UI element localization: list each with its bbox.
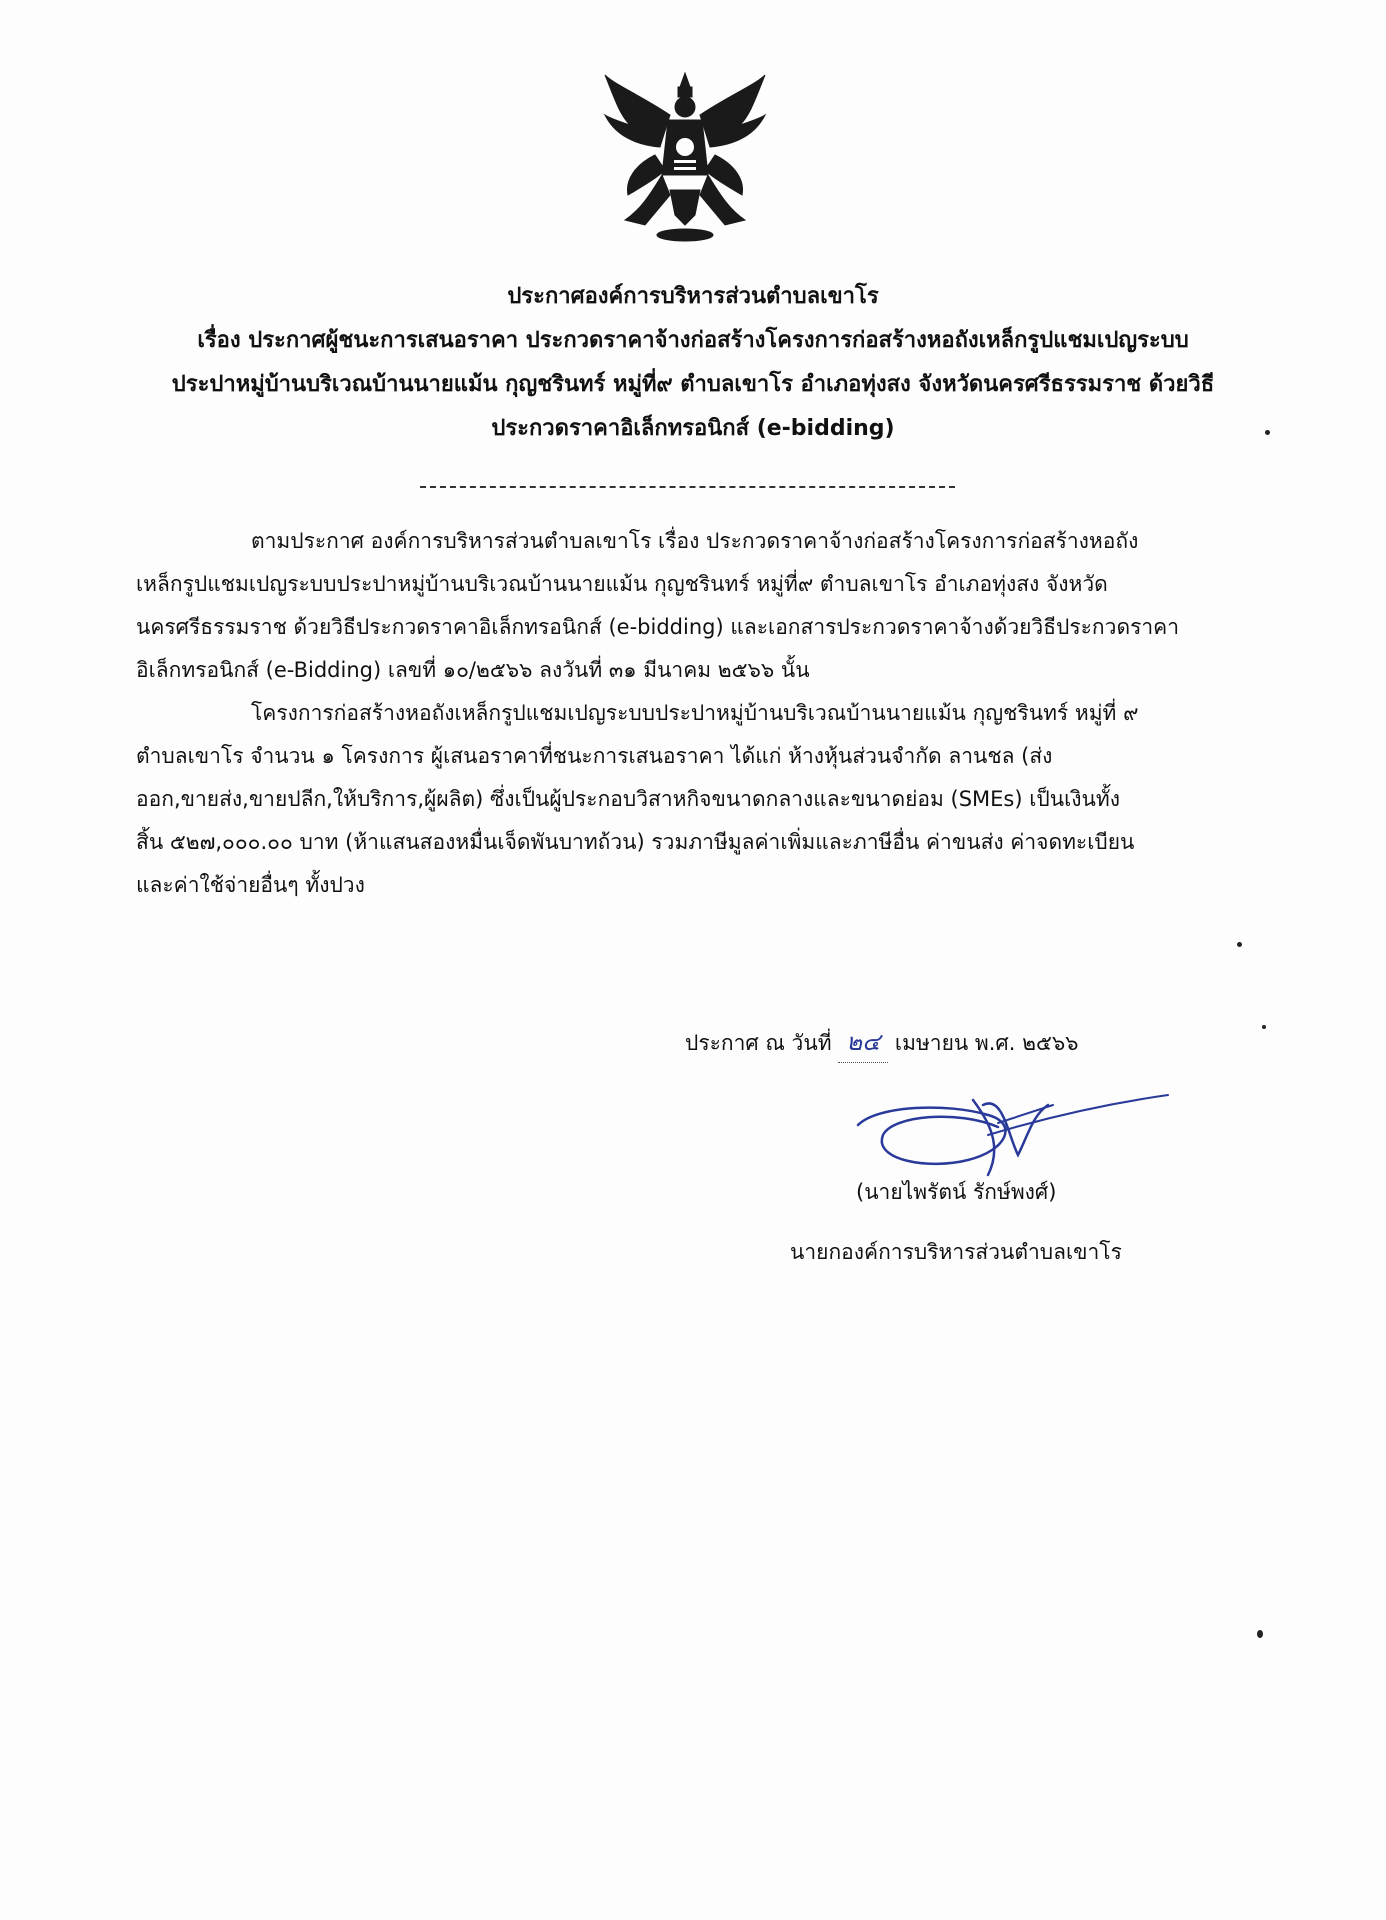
scan-speck: [1237, 942, 1242, 947]
paragraph-2-line: โครงการก่อสร้างหอถังเหล็กรูปแชมเปญระบบประปาหมู่บ้านบริเวณบ้านนายแม้น กุญชรินทร์ หมู่ที่ ๙: [251, 701, 1139, 725]
announcement-date: [685, 1022, 1079, 1063]
date-suffix: เมษายน พ.ศ. ๒๕๖๖: [894, 1031, 1079, 1055]
paragraph-1-line: นครศรีธรรมราช ด้วยวิธีประกวดราคาอิเล็กทรอนิกส์ (e-bidding) และเอกสารประกวดราคาจ้างด้วยวิธีประกวดราคา: [136, 615, 1179, 639]
paragraph-1-line: อิเล็กทรอนิกส์ (e-Bidding) เลขที่ ๑๐/๒๕๖๖ ลงวันที่ ๓๑ มีนาคม ๒๕๖๖ นั้น: [136, 658, 810, 682]
scan-speck: [1262, 1025, 1266, 1029]
date-prefix: ประกาศ ณ วันที่: [685, 1031, 832, 1055]
paragraph-2-line: สิ้น ๕๒๗,๐๐๐.๐๐ บาท (ห้าแสนสองหมื่นเจ็ดพันบาทถ้วน) รวมภาษีมูลค่าเพิ่มและภาษีอื่น ค่าขนส่ง ค่าจดทะเบียน: [136, 830, 1135, 854]
header-title: ประกาศองค์การบริหารส่วนตำบลเขาโร: [507, 284, 879, 309]
handwritten-signature: [838, 1075, 1178, 1185]
garuda-emblem: [600, 65, 770, 245]
paragraph-2-line: ตำบลเขาโร จำนวน ๑ โครงการ ผู้เสนอราคาที่ชนะการเสนอราคา ได้แก่ ห้างหุ้นส่วนจำกัด ลานชล (ส่ง: [136, 744, 1053, 768]
paragraph-1-line: ตามประกาศ องค์การบริหารส่วนตำบลเขาโร เรื่อง ประกวดราคาจ้างก่อสร้างโครงการก่อสร้างหอถัง: [251, 529, 1139, 553]
announcement-header: [120, 275, 1266, 451]
paragraph-1-line: เหล็กรูปแชมเปญระบบประปาหมู่บ้านบริเวณบ้านนายแม้น กุญชรินทร์ หมู่ที่๙ ตำบลเขาโร อำเภอทุ่งสง จังหวัด: [136, 572, 1108, 596]
signer-name: (นายไพรัตน์ รักษ์พงศ์): [856, 1180, 1057, 1204]
paragraph-2-line: และค่าใช้จ่ายอื่นๆ ทั้งปวง: [136, 873, 365, 897]
header-subject-line-2: ประปาหมู่บ้านบริเวณบ้านนายแม้น กุญชรินทร์ หมู่ที่๙ ตำบลเขาโร อำเภอทุ่งสง จังหวัดนครศรีธรรมราช ด้วยวิธี: [171, 372, 1215, 397]
handwritten-day: ๒๔: [838, 1022, 888, 1063]
paragraph-2-line: ออก,ขายส่ง,ขายปลีก,ให้บริการ,ผู้ผลิต) ซึ่งเป็นผู้ประกอบวิสาหกิจขนาดกลางและขนาดย่อม (SMEs) เป็นเงินทั้ง: [136, 787, 1120, 811]
announcement-body: [136, 520, 1236, 907]
dashed-divider: [420, 486, 955, 488]
scan-speck: [1257, 1630, 1263, 1638]
header-subject-line-1: เรื่อง ประกาศผู้ชนะการเสนอราคา ประกวดราคาจ้างก่อสร้างโครงการก่อสร้างหอถังเหล็กรูปแชมเปญระบบ: [197, 328, 1189, 353]
scan-speck: [1265, 430, 1270, 435]
header-subject-line-3: ประกวดราคาอิเล็กทรอนิกส์ (e-bidding): [491, 416, 895, 441]
signer-title: นายกองค์การบริหารส่วนตำบลเขาโร: [790, 1240, 1122, 1264]
